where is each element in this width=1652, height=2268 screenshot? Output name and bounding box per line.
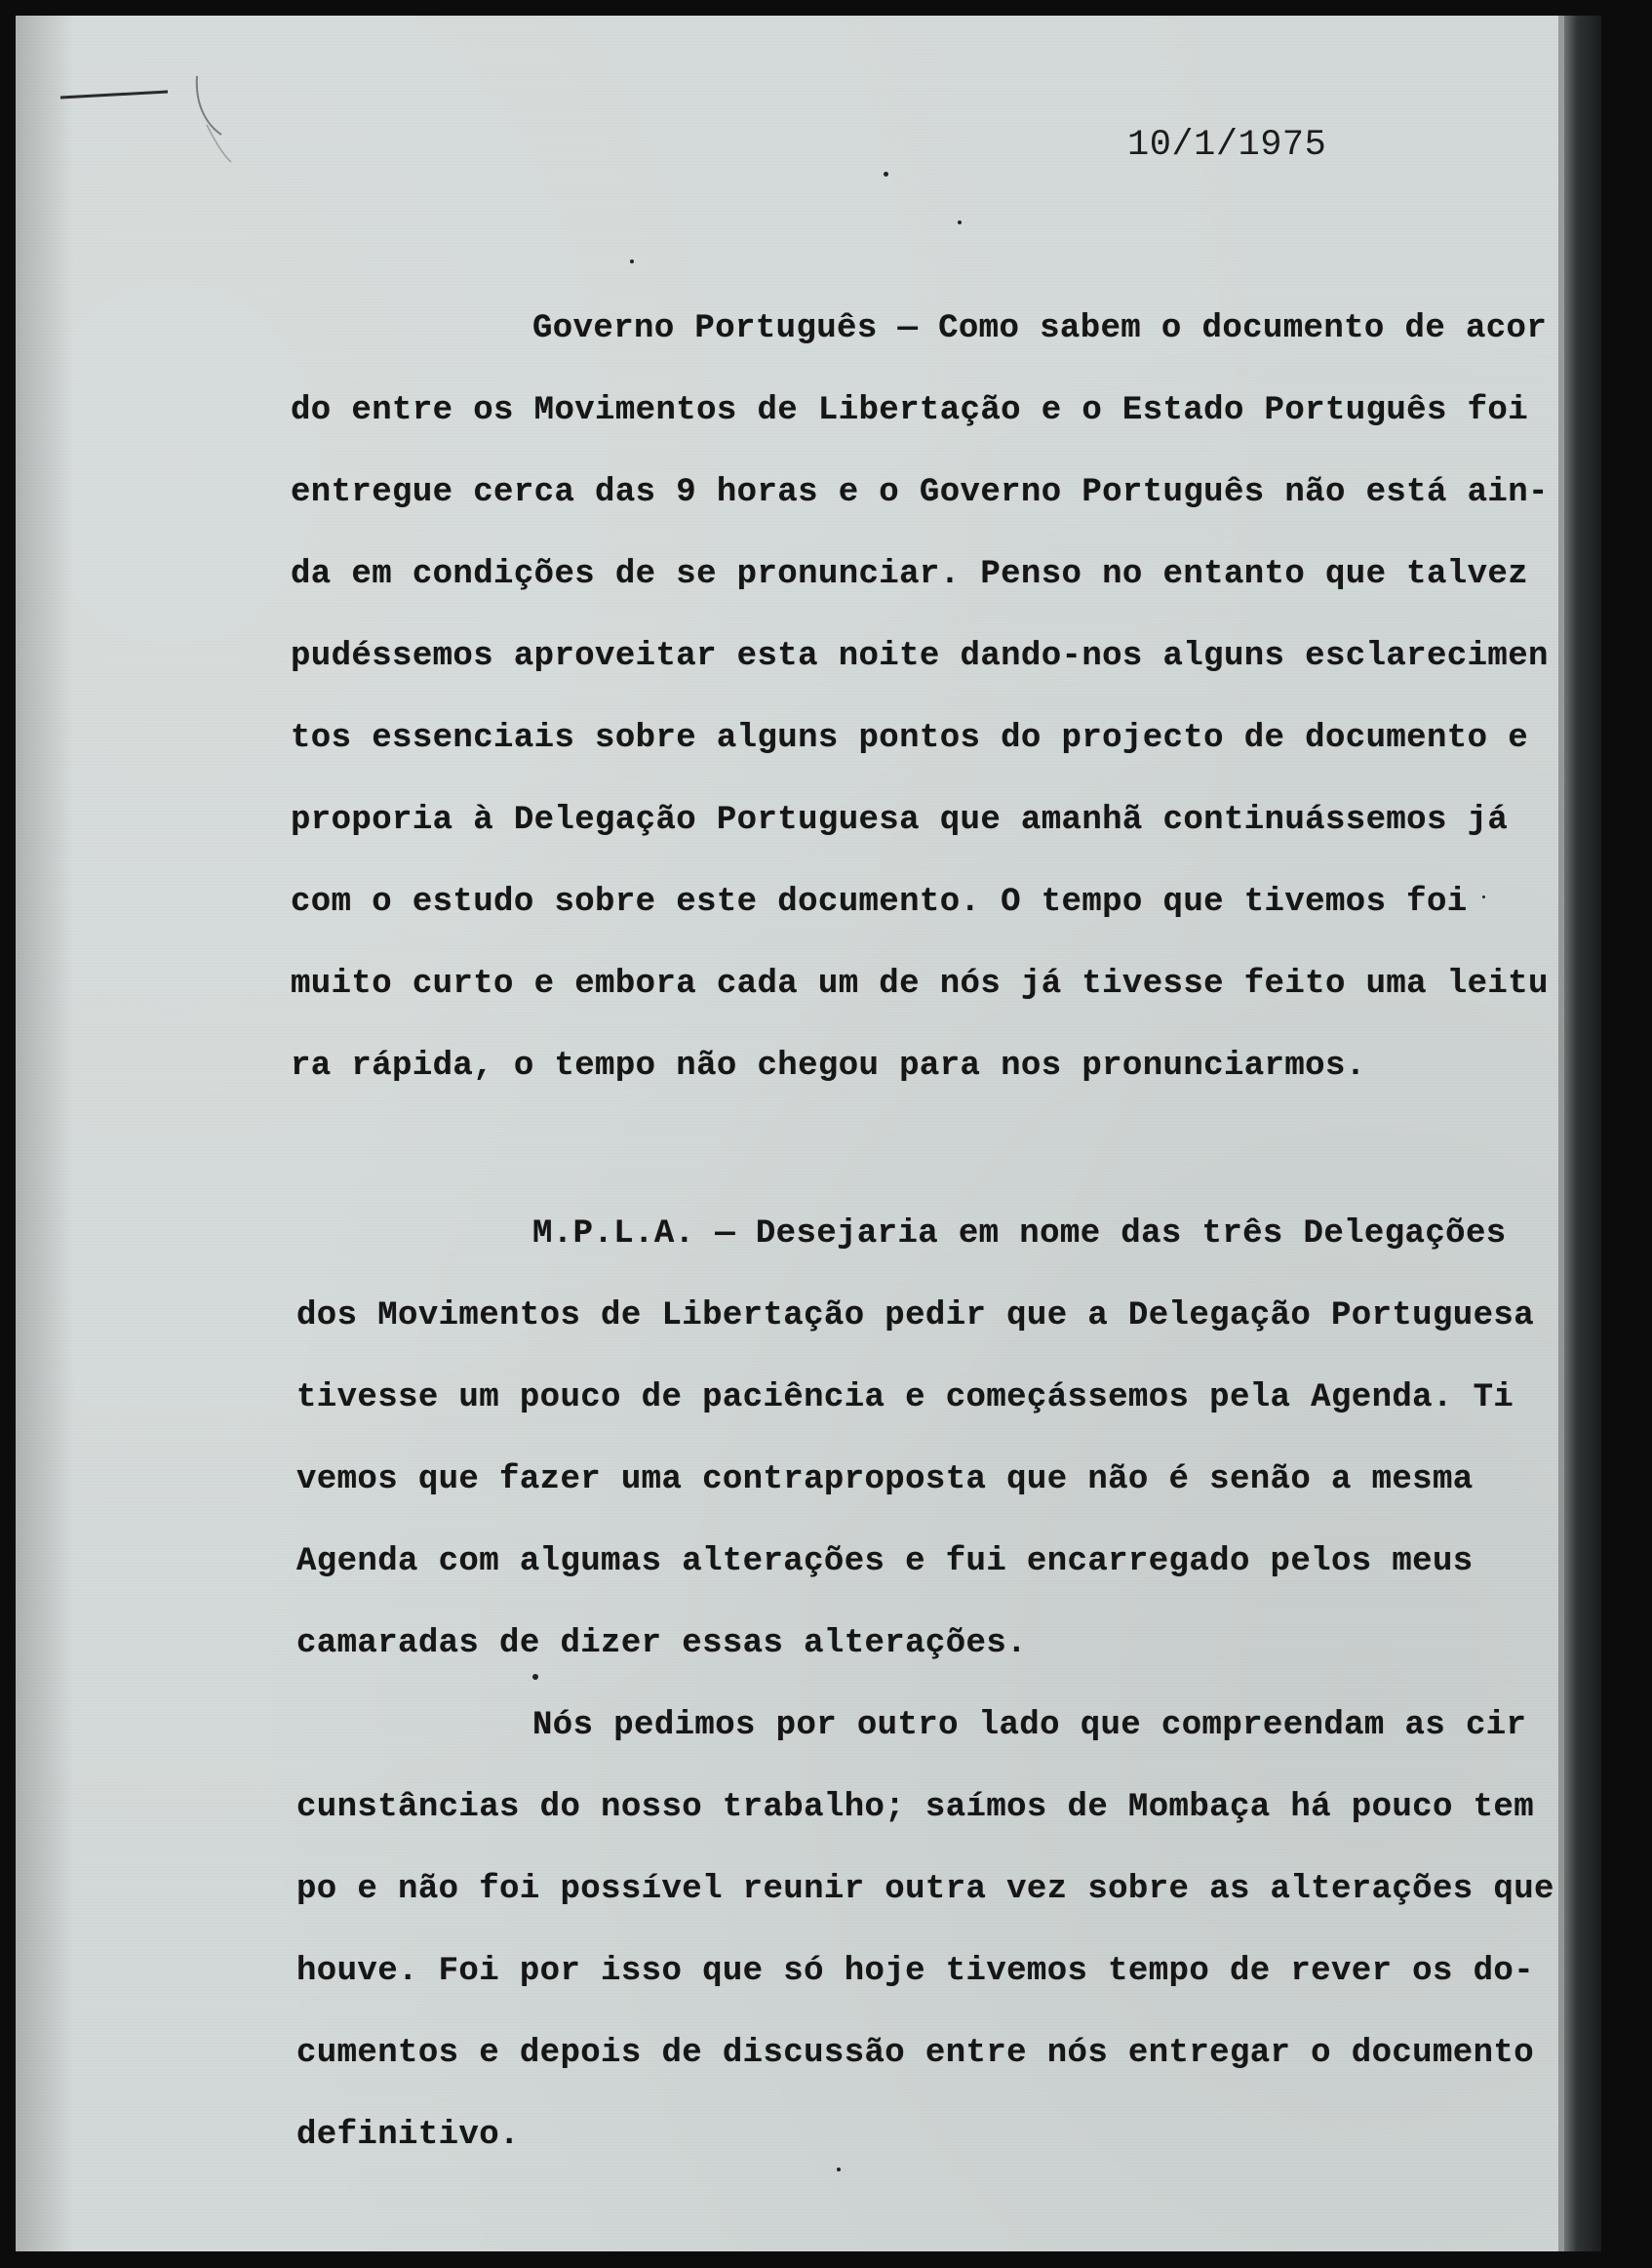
text-line: Nós pedimos por outro lado que compreendam as cir — [532, 1707, 1527, 1744]
text-line: com o estudo sobre este documento. O tempo que tivemos foi — [291, 884, 1468, 921]
document-date: 10/1/1975 — [1127, 125, 1327, 166]
page-right-edge — [1564, 16, 1601, 2251]
text-line: muito curto e embora cada um de nós já tivesse feito uma leitu — [291, 966, 1549, 1003]
page-left-shadow — [16, 16, 74, 2251]
text-line: vemos que fazer uma contraproposta que não é senão a mesma — [296, 1461, 1474, 1498]
ink-speck — [958, 220, 962, 224]
text-line: cumentos e depois de discussão entre nós entregar o documento — [296, 2035, 1535, 2072]
document-page — [16, 16, 1601, 2251]
text-line: entregue cerca das 9 horas e o Governo Português não está ain- — [291, 474, 1549, 511]
text-line: ra rápida, o tempo não chegou para nos pronunciarmos. — [291, 1048, 1366, 1085]
text-line: dos Movimentos de Libertação pedir que a Delegação Portuguesa — [296, 1297, 1535, 1334]
text-line: Governo Português — Como sabem o documento de acor — [532, 310, 1548, 347]
text-line: cunstâncias do nosso trabalho; saímos de Mombaça há pouco tem — [296, 1789, 1535, 1826]
ink-speck — [1482, 895, 1485, 898]
ink-speck — [837, 2168, 841, 2171]
text-line: houve. Foi por isso que só hoje tivemos tempo de rever os do- — [296, 1953, 1535, 1990]
text-line: proporia à Delegação Portuguesa que amanhã continuássemos já — [291, 802, 1509, 839]
text-line: pudéssemos aproveitar esta noite dando-nos alguns esclarecimen — [291, 638, 1549, 675]
text-line: tivesse um pouco de paciência e começássemos pela Agenda. Ti — [296, 1379, 1514, 1416]
ink-speck — [532, 1674, 538, 1680]
pen-mark-icon — [51, 66, 236, 174]
text-line: Agenda com algumas alterações e fui encarregado pelos meus — [296, 1543, 1474, 1580]
text-line: da em condições de se pronunciar. Penso no entanto que talvez — [291, 556, 1529, 593]
ink-speck — [884, 172, 888, 177]
text-line: M.P.L.A. — Desejaria em nome das três Delegações — [532, 1215, 1507, 1253]
ink-speck — [630, 259, 634, 263]
text-line: do entre os Movimentos de Libertação e o Estado Português foi — [291, 392, 1529, 429]
text-line: tos essenciais sobre alguns pontos do projecto de documento e — [291, 720, 1529, 757]
text-line: camaradas de dizer essas alterações. — [296, 1625, 1027, 1662]
text-line: definitivo. — [296, 2117, 520, 2154]
text-line: po e não foi possível reunir outra vez sobre as alterações que — [296, 1871, 1554, 1908]
